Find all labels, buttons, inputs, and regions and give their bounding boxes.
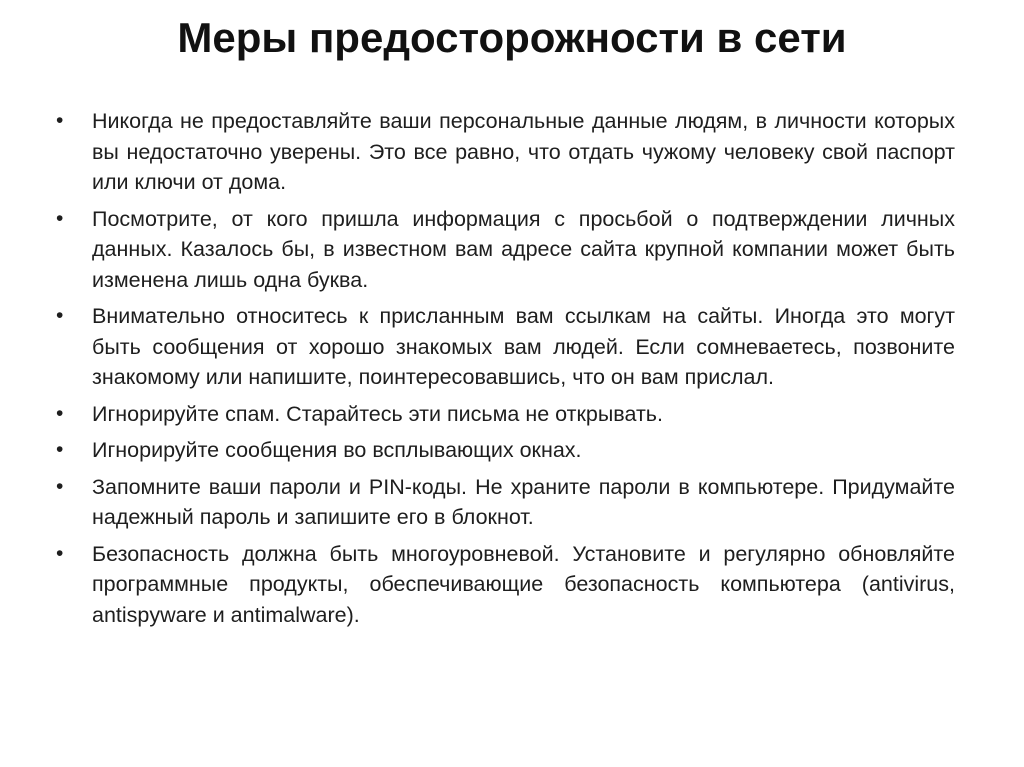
bullet-dot-icon: • bbox=[56, 206, 64, 230]
bullet-dot-icon: • bbox=[56, 541, 64, 565]
bullet-dot-icon: • bbox=[56, 401, 64, 425]
bullet-item bbox=[50, 399, 955, 430]
bullet-text: Внимательно относитесь к присланным вам ссылкам на сайты. Иногда это могут быть сообщения от хорошо знакомых вам людей. Если сомневаетесь, позвоните знакомому или напишите, поинтересовавшись, что он вам прислал. bbox=[92, 304, 955, 389]
bullet-list bbox=[50, 106, 955, 636]
bullet-dot-icon: • bbox=[56, 438, 64, 461]
bullet-text: Запомните ваши пароли и PIN-коды. Не храните пароли в компьютере. Придумайте надежный пароль и запишите его в блокнот. bbox=[92, 474, 955, 529]
bullet-item bbox=[50, 472, 955, 533]
bullet-text: Никогда не предоставляйте ваши персональные данные людям, в личности которых вы недостаточно уверены. Это все равно, что отдать чужому человеку свой паспорт или ключи от дома. bbox=[92, 109, 955, 194]
bullet-text: Игнорируйте сообщения во всплывающих окнах. bbox=[92, 438, 582, 462]
bullet-dot-icon: • bbox=[56, 474, 64, 498]
bullet-item bbox=[50, 204, 955, 296]
slide-title: Меры предосторожности в сети bbox=[177, 14, 847, 61]
bullet-item bbox=[50, 301, 955, 393]
bullet-text: Игнорируйте спам. Старайтесь эти письма не открывать. bbox=[92, 401, 663, 426]
bullet-item bbox=[50, 539, 955, 631]
bullet-item bbox=[50, 435, 955, 466]
bullet-dot-icon: • bbox=[56, 304, 64, 327]
bullet-text: Посмотрите, от кого пришла информация с просьбой о подтверждении личных данных. Казалось бы, в известном вам адресе сайта крупной компании может быть изменена лишь одна буква. bbox=[92, 206, 955, 292]
bullet-item bbox=[50, 106, 955, 198]
bullet-text: Безопасность должна быть многоуровневой. Установите и регулярно обновляйте программные продукты, обеспечивающие безопасность компьютера (antivirus, antispyware и antimalware). bbox=[92, 541, 955, 627]
bullet-dot-icon: • bbox=[56, 109, 64, 132]
